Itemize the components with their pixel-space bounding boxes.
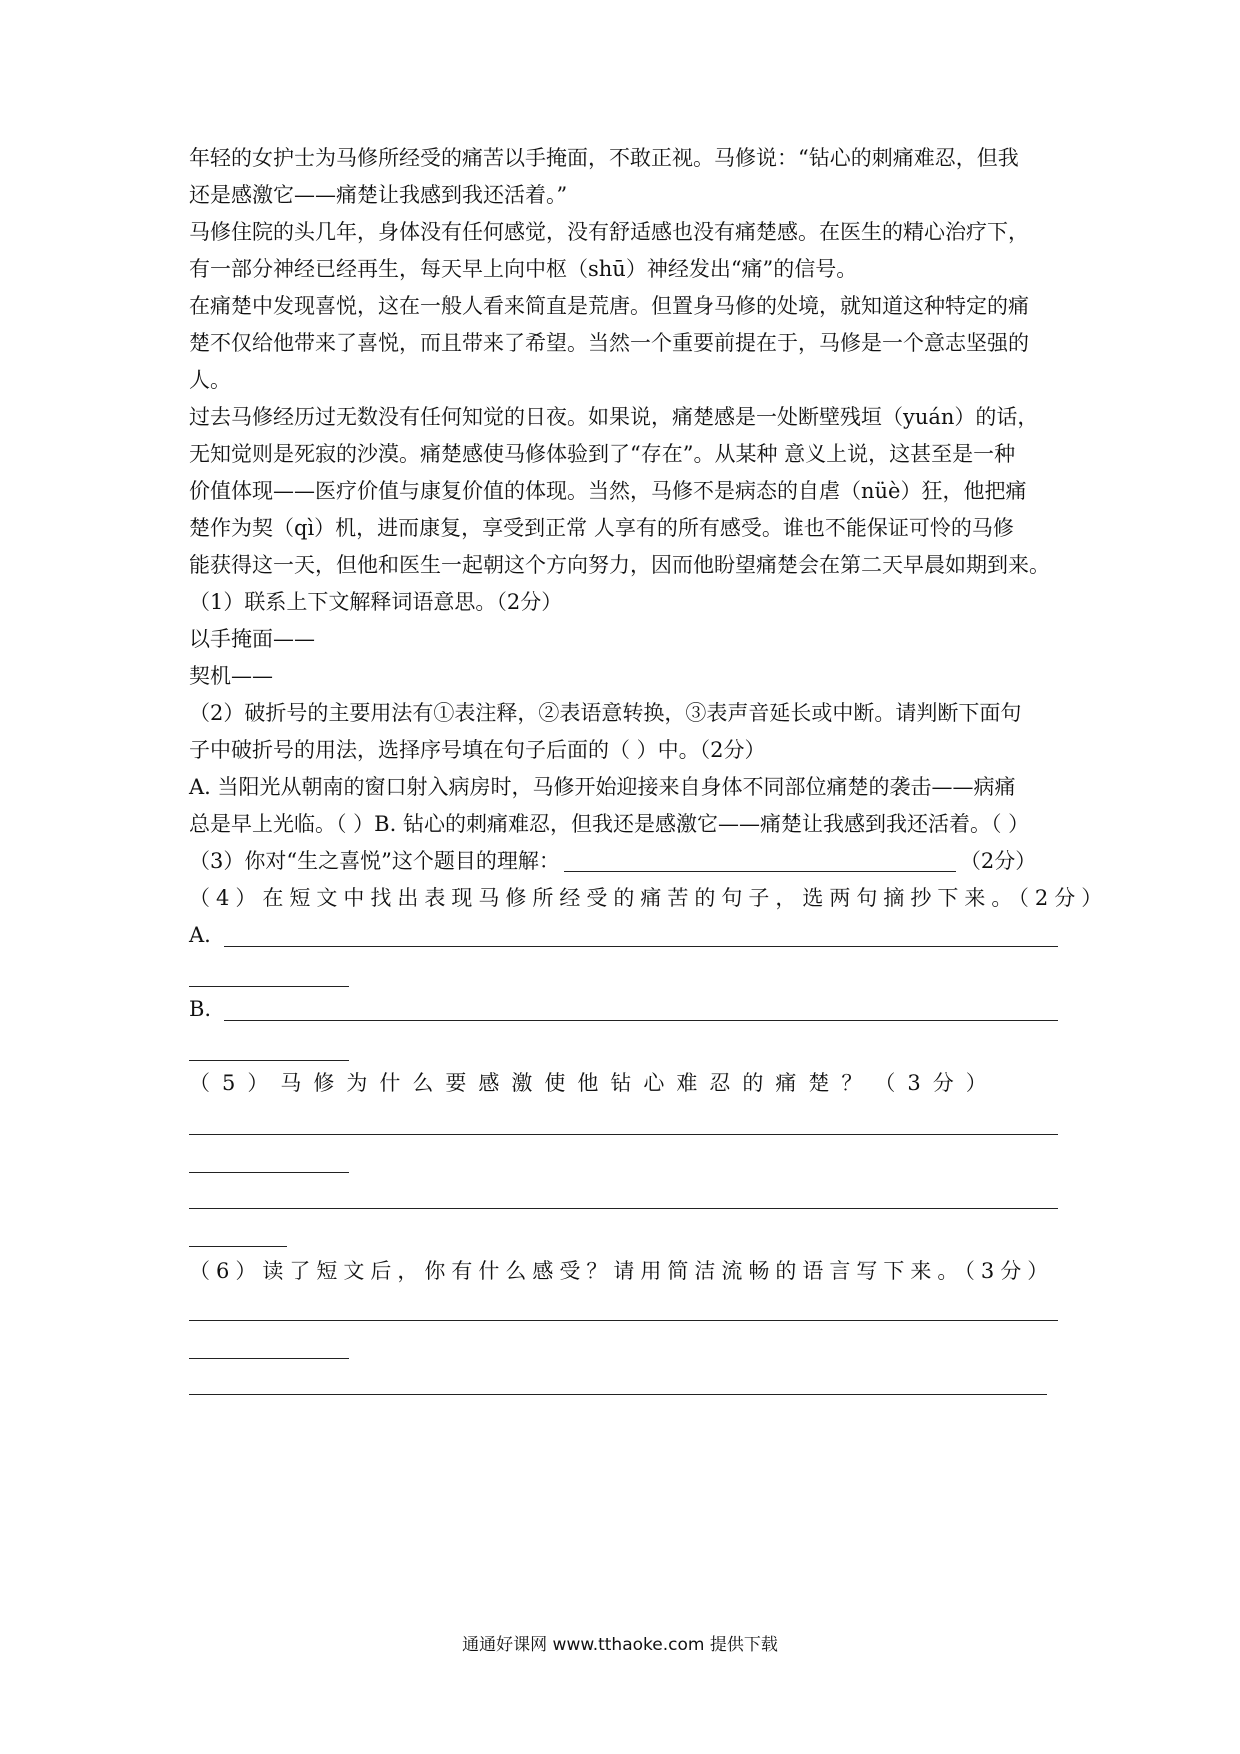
question-5: （5）马修为什么要感激使他钻心难忍的痛楚？（3分） — [189, 1071, 999, 1095]
answer-line-4b-2[interactable] — [189, 1060, 349, 1061]
passage-line-9: 无知觉则是死寂的沙漠。痛楚感使马修体验到了“存在”。从某种 意义上说，这甚至是一种 — [189, 442, 1016, 466]
passage-line-1: 年轻的女护士为马修所经受的痛苦以手掩面，不敢正视。马修说：“钻心的刺痛难忍，但我 — [189, 146, 1019, 170]
passage-line-4: 有一部分神经已经再生，每天早上向中枢（shū）神经发出“痛”的信号。 — [189, 257, 858, 281]
question-3-prompt: （3）你对“生之喜悦”这个题目的理解： — [189, 849, 560, 873]
question-6: （6）读了短文后，你有什么感受？请用简洁流畅的语言写下来。（3分） — [189, 1259, 1055, 1283]
answer-line-6-2[interactable] — [189, 1358, 349, 1359]
passage-line-11: 楚作为契（qì）机，进而康复，享受到正常 人享有的所有感受。谁也不能保证可怜的马修 — [189, 516, 1014, 540]
answer-line-4a-1[interactable] — [224, 946, 1058, 947]
answer-line-5-4[interactable] — [189, 1246, 287, 1247]
question-3-points: （2分） — [959, 849, 1037, 873]
passage-line-2: 还是感激它——痛楚让我感到我还活着。” — [189, 183, 568, 207]
question-1-term-b: 契机—— — [189, 664, 273, 688]
question-4-label-b: B. — [189, 997, 212, 1021]
answer-line-5-1[interactable] — [189, 1134, 1058, 1135]
passage-line-7: 人。 — [189, 368, 231, 392]
answer-line-6-1[interactable] — [189, 1320, 1058, 1321]
passage-line-3: 马修住院的头几年，身体没有任何感觉，没有舒适感也没有痛楚感。在医生的精心治疗下， — [189, 220, 1029, 244]
answer-line-4a-2[interactable] — [189, 986, 349, 987]
question-4: （4）在短文中找出表现马修所经受的痛苦的句子，选两句摘抄下来。（2分） — [189, 886, 1109, 910]
question-2-line-1: （2）破折号的主要用法有①表注释，②表语意转换，③表声音延长或中断。请判断下面句 — [189, 701, 1022, 725]
passage-line-6: 楚不仅给他带来了喜悦，而且带来了希望。当然一个重要前提在于，马修是一个意志坚强的 — [189, 331, 1029, 355]
passage-line-12: 能获得这一天，但他和医生一起朝这个方向努力，因而他盼望痛楚会在第二天早晨如期到来。 — [189, 553, 1050, 577]
question-3 — [189, 846, 1059, 876]
passage-line-10: 价值体现——医疗价值与康复价值的体现。当然，马修不是病态的自虐（nüè）狂，他把痛 — [189, 479, 1027, 503]
question-2-option-b: 总是早上光临。（ ）B. 钻心的刺痛难忍，但我还是感激它——痛楚让我感到我还活着。（ ） — [189, 812, 1030, 836]
passage-line-8: 过去马修经历过无数没有任何知觉的日夜。如果说，痛楚感是一处断壁残垣（yuán）的话， — [189, 405, 1039, 429]
question-1: （1）联系上下文解释词语意思。（2分） — [189, 590, 563, 614]
question-2-line-2: 子中破折号的用法，选择序号填在句子后面的（ ）中。（2分） — [189, 738, 766, 762]
question-2-option-a: A. 当阳光从朝南的窗口射入病房时，马修开始迎接来自身体不同部位痛楚的袭击——病痛 — [189, 775, 1016, 799]
footer-source: 通通好课网 www.tthaoke.com 提供下载 — [462, 1635, 778, 1655]
question-3-answer-blank[interactable] — [564, 851, 956, 872]
answer-line-5-2[interactable] — [189, 1172, 349, 1173]
question-4-label-a: A. — [189, 923, 211, 947]
answer-line-5-3[interactable] — [189, 1208, 1058, 1209]
answer-line-4b-1[interactable] — [224, 1020, 1058, 1021]
question-1-term-a: 以手掩面—— — [189, 627, 315, 651]
passage-line-5: 在痛楚中发现喜悦，这在一般人看来简直是荒唐。但置身马修的处境，就知道这种特定的痛 — [189, 294, 1029, 318]
answer-line-6-3[interactable] — [189, 1394, 1047, 1395]
